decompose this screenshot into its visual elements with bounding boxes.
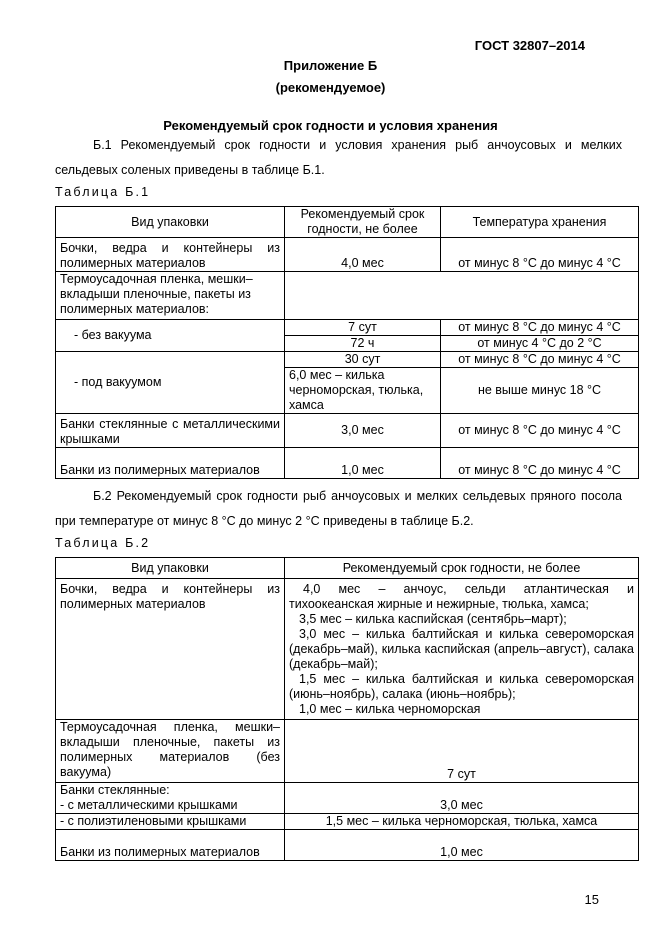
table-row <box>56 414 639 448</box>
table-b2-cell-pack: - с полиэтиленовыми крышками <box>56 814 285 830</box>
table-b1-cell-term: 1,0 мес <box>285 448 441 479</box>
page-number: 15 <box>584 892 599 907</box>
table-row <box>56 720 639 783</box>
document-code: ГОСТ 32807–2014 <box>474 38 585 53</box>
table-b1-cell-pack: Бочки, ведра и контейнеры из полимерных материалов <box>56 238 285 272</box>
paragraph-b2: Б.2 Рекомендуемый срок годности рыб анчоусовых и мелких сельдевых пряного посола при температуре от минус 8 °С до минус 2 °С приведены в таблице Б.2. <box>55 489 622 528</box>
table-b1-cell-temp: от минус 4 °С до 2 °С <box>441 336 639 352</box>
table-b1-cell-subpack: - под вакуумом <box>56 352 285 414</box>
list-item: 1,5 мес – килька балтийская и килька североморская (июнь–ноябрь), салака (июнь–ноябрь); <box>289 672 634 701</box>
table-b2-cell-pack: Банки из полимерных материалов <box>56 830 285 861</box>
table-b1-caption: Таблица Б.1 <box>55 185 151 199</box>
table-b1-header-term: Рекомендуемый срок годности, не более <box>285 207 441 238</box>
table-row <box>56 448 639 479</box>
table-b2-cell-term: 3,0 мес <box>285 783 639 814</box>
table-b2-header-term: Рекомендуемый срок годности, не более <box>285 558 639 579</box>
table-b2-cell-term: 7 сут <box>285 720 639 783</box>
table-row <box>56 320 639 336</box>
table-b1-cell-term: 7 сут <box>285 320 441 336</box>
annex-title: Приложение Б <box>283 58 378 73</box>
list-item: 4,0 мес – анчоус, сельди атлантическая и тихоокеанская жирные и нежирные, тюлька, хамса; <box>289 582 634 611</box>
table-b2-glass-head: Банки стеклянные: <box>60 783 170 797</box>
table-b2-header-pack: Вид упаковки <box>56 558 285 579</box>
table-row <box>56 579 639 720</box>
table-b1-cell-term: 6,0 мес – килька черноморская, тюлька, хамса <box>285 368 441 414</box>
list-item: 3,0 мес – килька балтийская и килька североморская (декабрь–май), килька каспийская (апрель–август), салака (декабрь–май); <box>289 627 634 671</box>
table-b2-cell-pack: Термоусадочная пленка, мешки–вкладыши пленочные, пакеты из полимерных материалов (без вакуума) <box>56 720 285 783</box>
table-row <box>56 814 639 830</box>
table-b2-cell-pack <box>56 783 285 814</box>
table-b2-glass-metal: - с металлическими крышками <box>60 798 238 812</box>
table-row <box>56 352 639 368</box>
table-b1-cell-term: 72 ч <box>285 336 441 352</box>
table-b1-cell-pack: Банки стеклянные с металлическими крышками <box>56 414 285 448</box>
table-b1-header-temp: Температура хранения <box>441 207 639 238</box>
table-b2-cell-pack: Бочки, ведра и контейнеры из полимерных материалов <box>56 579 285 720</box>
table-b1-cell-temp: от минус 8 °С до минус 4 °С <box>441 320 639 336</box>
table-b1-cell-temp: от минус 8 °С до минус 4 °С <box>441 238 639 272</box>
table-b1-cell-subpack: - без вакуума <box>56 320 285 352</box>
table-b2-caption: Таблица Б.2 <box>55 536 151 550</box>
table-b1-cell-temp: от минус 8 °С до минус 4 °С <box>441 352 639 368</box>
table-b1 <box>55 206 639 479</box>
table-b1-cell-term: 4,0 мес <box>285 238 441 272</box>
list-item: 3,5 мес – килька каспийская (сентябрь–март); <box>299 612 567 626</box>
table-b1-cell-pack: Банки из полимерных материалов <box>56 448 285 479</box>
list-item: 1,0 мес – килька черноморская <box>299 702 481 716</box>
table-b1-cell-term: 3,0 мес <box>285 414 441 448</box>
table-row <box>56 783 639 814</box>
table-row <box>56 238 639 272</box>
table-b2 <box>55 557 639 861</box>
table-b1-header-pack: Вид упаковки <box>56 207 285 238</box>
table-row <box>56 830 639 861</box>
section-title: Рекомендуемый срок годности и условия хранения <box>163 118 498 133</box>
table-row <box>56 272 639 320</box>
table-b2-cell-term: 1,0 мес <box>285 830 639 861</box>
annex-subtitle: (рекомендуемое) <box>275 80 386 95</box>
table-b1-cell-empty <box>285 272 639 320</box>
table-b1-cell-temp: от минус 8 °С до минус 4 °С <box>441 448 639 479</box>
table-b1-cell-term: 30 сут <box>285 352 441 368</box>
paragraph-b1: Б.1 Рекомендуемый срок годности и условия хранения рыб анчоусовых и мелких сельдевых соленых приведены в таблице Б.1. <box>55 138 622 177</box>
table-b1-cell-pack: Термоусадочная пленка, мешки–вкладыши пленочные, пакеты из полимерных материалов: <box>56 272 285 320</box>
table-b2-cell-term: 1,5 мес – килька черноморская, тюлька, хамса <box>285 814 639 830</box>
table-b1-cell-temp: не выше минус 18 °С <box>441 368 639 414</box>
table-b2-cell-term-list <box>285 579 639 720</box>
table-b1-cell-temp: от минус 8 °С до минус 4 °С <box>441 414 639 448</box>
